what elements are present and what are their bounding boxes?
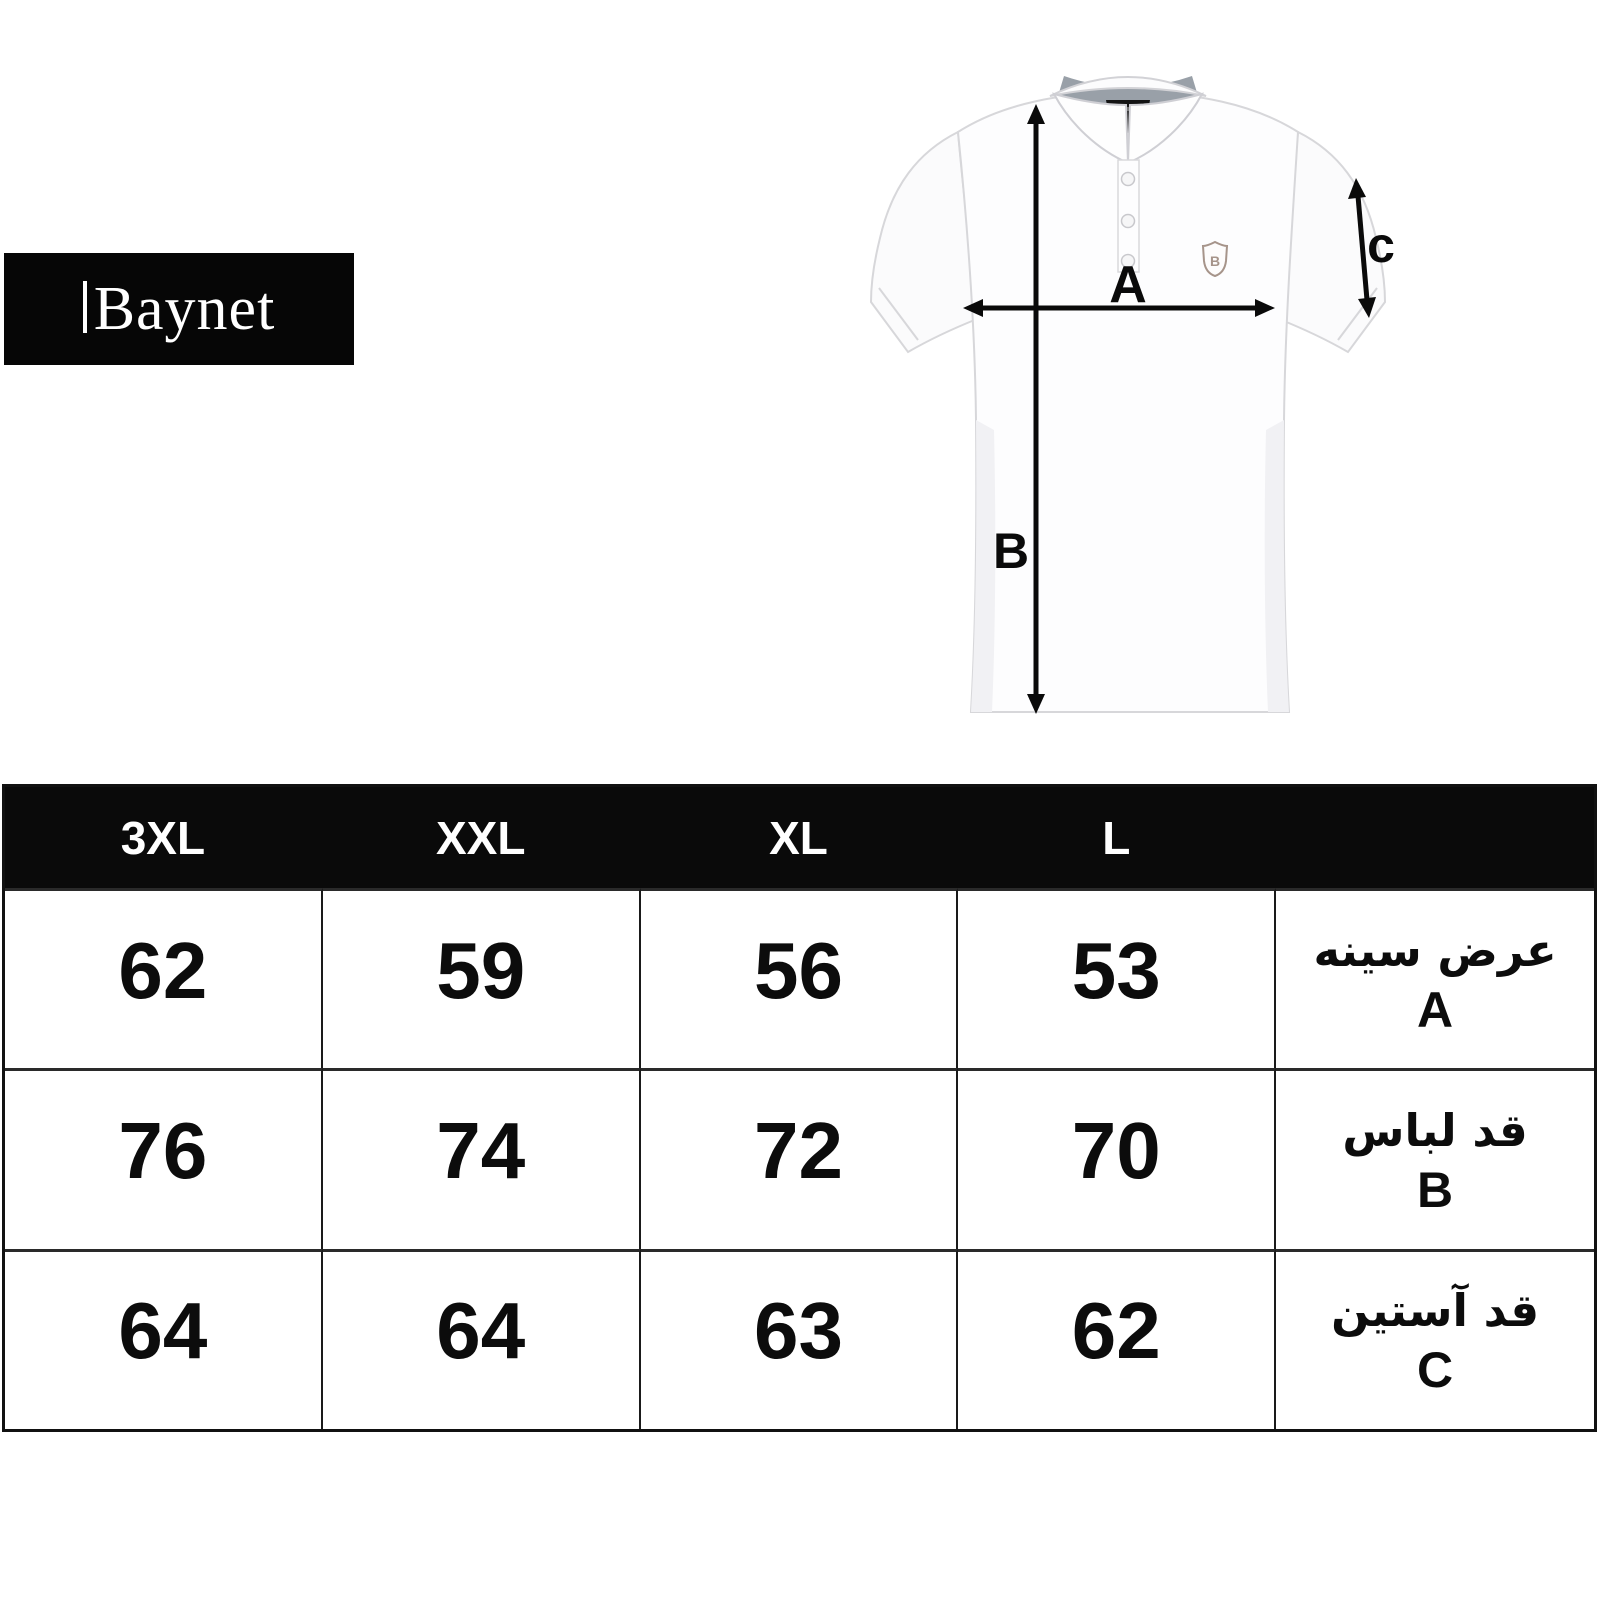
measure-label-sleeve-fa: قد آستین: [1331, 1284, 1540, 1338]
measure-label-chest: [1276, 888, 1594, 1068]
value-chest-3xl: 62: [5, 888, 323, 1068]
garment-length-label: B: [992, 523, 1030, 579]
body-shade-right: [1265, 420, 1289, 712]
measure-label-sleeve-code: C: [1417, 1342, 1454, 1399]
size-table: [2, 784, 1597, 1432]
value-length-l: 70: [958, 1068, 1276, 1248]
body-shade-left: [971, 420, 995, 712]
value-sleeve-xl: 63: [641, 1249, 959, 1429]
size-column-header-xxl: XXL: [323, 787, 641, 888]
value-length-3xl: 76: [5, 1068, 323, 1248]
size-column-header-xl: XL: [641, 787, 959, 888]
size-column-header-3xl: 3XL: [5, 787, 323, 888]
value-sleeve-l: 62: [958, 1249, 1276, 1429]
measure-label-length-code: B: [1417, 1161, 1454, 1218]
value-chest-l: 53: [958, 888, 1276, 1068]
value-sleeve-3xl: 64: [5, 1249, 323, 1429]
chest-width-label: A: [1109, 256, 1147, 314]
measure-label-chest-code: A: [1417, 981, 1454, 1038]
size-column-header-measure: [1276, 787, 1594, 888]
value-length-xxl: 74: [323, 1068, 641, 1248]
size-column-header-l: L: [958, 787, 1276, 888]
measure-label-length: [1276, 1068, 1594, 1248]
value-sleeve-xxl: 64: [323, 1249, 641, 1429]
brand-logo-bar: [83, 281, 87, 333]
button-2: [1122, 215, 1135, 228]
measure-label-length-fa: قد لباس: [1342, 1104, 1528, 1158]
polo-shirt-measure-figure: [840, 30, 1460, 760]
brand-plate: [4, 253, 354, 365]
button-1: [1122, 173, 1135, 186]
value-length-xl: 72: [641, 1068, 959, 1248]
measure-label-chest-fa: عرض سینه: [1313, 923, 1557, 977]
brand-logo-text: Baynet: [93, 275, 276, 343]
chest-badge-letter: B: [1209, 253, 1221, 269]
measure-label-sleeve: [1276, 1249, 1594, 1429]
sleeve-length-label: c: [1367, 217, 1395, 273]
value-chest-xxl: 59: [323, 888, 641, 1068]
value-chest-xl: 56: [641, 888, 959, 1068]
